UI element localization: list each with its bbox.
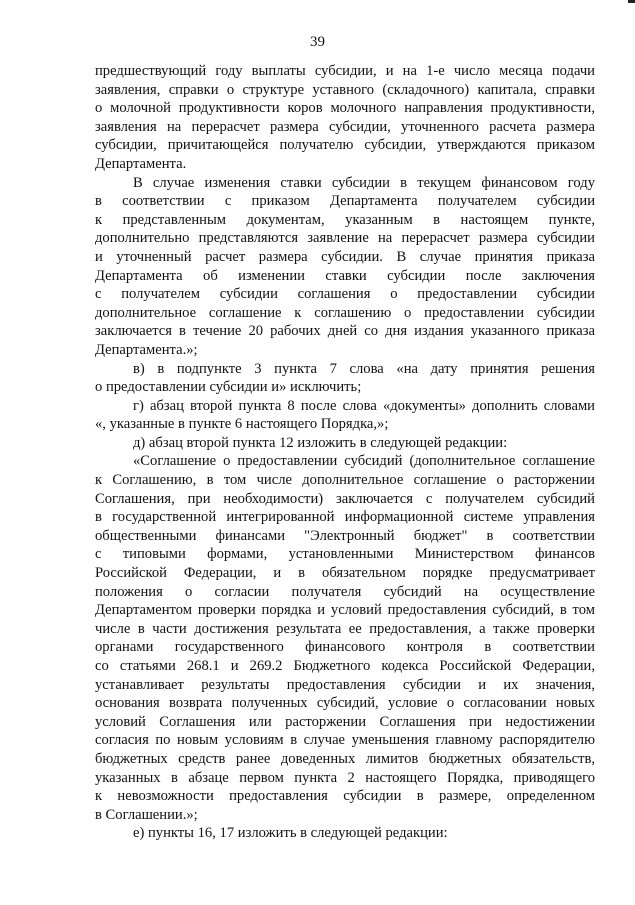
text-line: бюджетных средств ранее доведенных лимитов бюджетных обязательств, [95, 750, 595, 767]
text-line: заключается в течение 20 рабочих дней со дня издания указанного приказа [95, 323, 595, 340]
text-line: в Соглашении.»; [95, 806, 198, 823]
text-line: е) пункты 16, 17 изложить в следующей редакции: [133, 825, 448, 842]
text-line: дополнительное соглашение к соглашению о предоставлении субсидии [95, 304, 595, 321]
text-line: Российской Федерации, и в обязательном порядке предусматривает [95, 565, 595, 582]
text-line: устанавливает результаты предоставления субсидии и их значения, [95, 676, 595, 693]
text-line: в соответствии с приказом Департамента получателем субсидии [95, 193, 595, 210]
text-line: Соглашения, при необходимости) заключается с получателем субсидий [95, 490, 595, 507]
text-line: числе в части достижения результата ее предоставления, а также проверки [95, 620, 595, 637]
text-line: «Соглашение о предоставлении субсидий (дополнительное соглашение [133, 453, 595, 470]
text-line: с получателем субсидии соглашения о предоставлении субсидии [95, 286, 595, 303]
text-line: В случае изменения ставки субсидии в текущем финансовом году [133, 174, 595, 191]
paragraph [95, 174, 595, 360]
text-line: о предоставлении субсидии и» исключить; [95, 379, 362, 396]
text-line: и уточненный расчет размера субсидии. В случае принятия приказа [95, 248, 595, 265]
text-line: д) абзац второй пункта 12 изложить в следующей редакции: [133, 434, 508, 451]
corner-mark [628, 0, 635, 3]
text-line: к представленным документам, указанным в настоящем пункте, [95, 211, 595, 228]
text-line: субсидии, причитающейся получателю субсидии, утверждаются приказом [95, 137, 595, 154]
paragraph [95, 360, 595, 397]
text-line: к невозможности предоставления субсидии в размере, определенном [95, 788, 595, 805]
text-line: органами государственного финансового контроля в соответствии [95, 639, 595, 656]
paragraph [95, 62, 595, 174]
text-line: согласия по новым условиям в случае уменьшения главному распорядителю [95, 732, 595, 749]
text-line: предшествующий году выплаты субсидии, и на 1-е число месяца подачи [95, 63, 595, 79]
text-line: Департамента об изменении ставки субсидии после заключения [95, 267, 595, 284]
text-line: указанных в абзаце первом пункта 2 настоящего Порядка, приводящего [95, 769, 595, 786]
text-line: со статьями 268.1 и 269.2 Бюджетного кодекса Российской Федерации, [95, 658, 595, 674]
document-body [95, 62, 595, 843]
text-line: в государственной интегрированной информационной системе управления [95, 509, 595, 526]
text-line: «, указанные в пункте 6 настоящего Порядка,»; [95, 416, 389, 433]
text-line: общественными финансами "Электронный бюджет" в соответствии [95, 527, 595, 544]
paragraph [95, 397, 595, 434]
text-line: Департаментом проверки порядка и условий предоставления субсидий, в том [95, 602, 595, 619]
text-line: заявления на перерасчет размера субсидии, уточненного расчета размера [95, 118, 595, 135]
text-line: основания возврата полученных субсидий, условие о согласовании новых [95, 695, 595, 712]
paragraph [95, 452, 595, 824]
page-number: 39 [310, 34, 325, 50]
paragraph [95, 434, 595, 453]
text-line: условий Соглашения или расторжении Соглашения при недостижении [95, 713, 595, 730]
text-line: о молочной продуктивности коров молочного направления продуктивности, [95, 100, 595, 117]
text-line: положения о согласии получателя субсидий на осуществление [95, 583, 595, 600]
text-line: Департамента. [95, 155, 187, 172]
text-line: к Соглашению, в том числе дополнительное соглашение о расторжении [95, 472, 595, 489]
text-line: заявления, справки о структуре уставного (складочного) капитала, справки [95, 81, 595, 98]
text-line: дополнительно представляются заявление на перерасчет размера субсидии [95, 230, 595, 247]
text-line: Департамента.»; [95, 341, 198, 358]
text-line: с типовыми формами, установленными Министерством финансов [95, 546, 595, 563]
paragraph [95, 824, 595, 843]
text-line: в) в подпункте 3 пункта 7 слова «на дату принятия решения [133, 360, 595, 377]
text-line: г) абзац второй пункта 8 после слова «документы» дополнить словами [133, 397, 595, 414]
